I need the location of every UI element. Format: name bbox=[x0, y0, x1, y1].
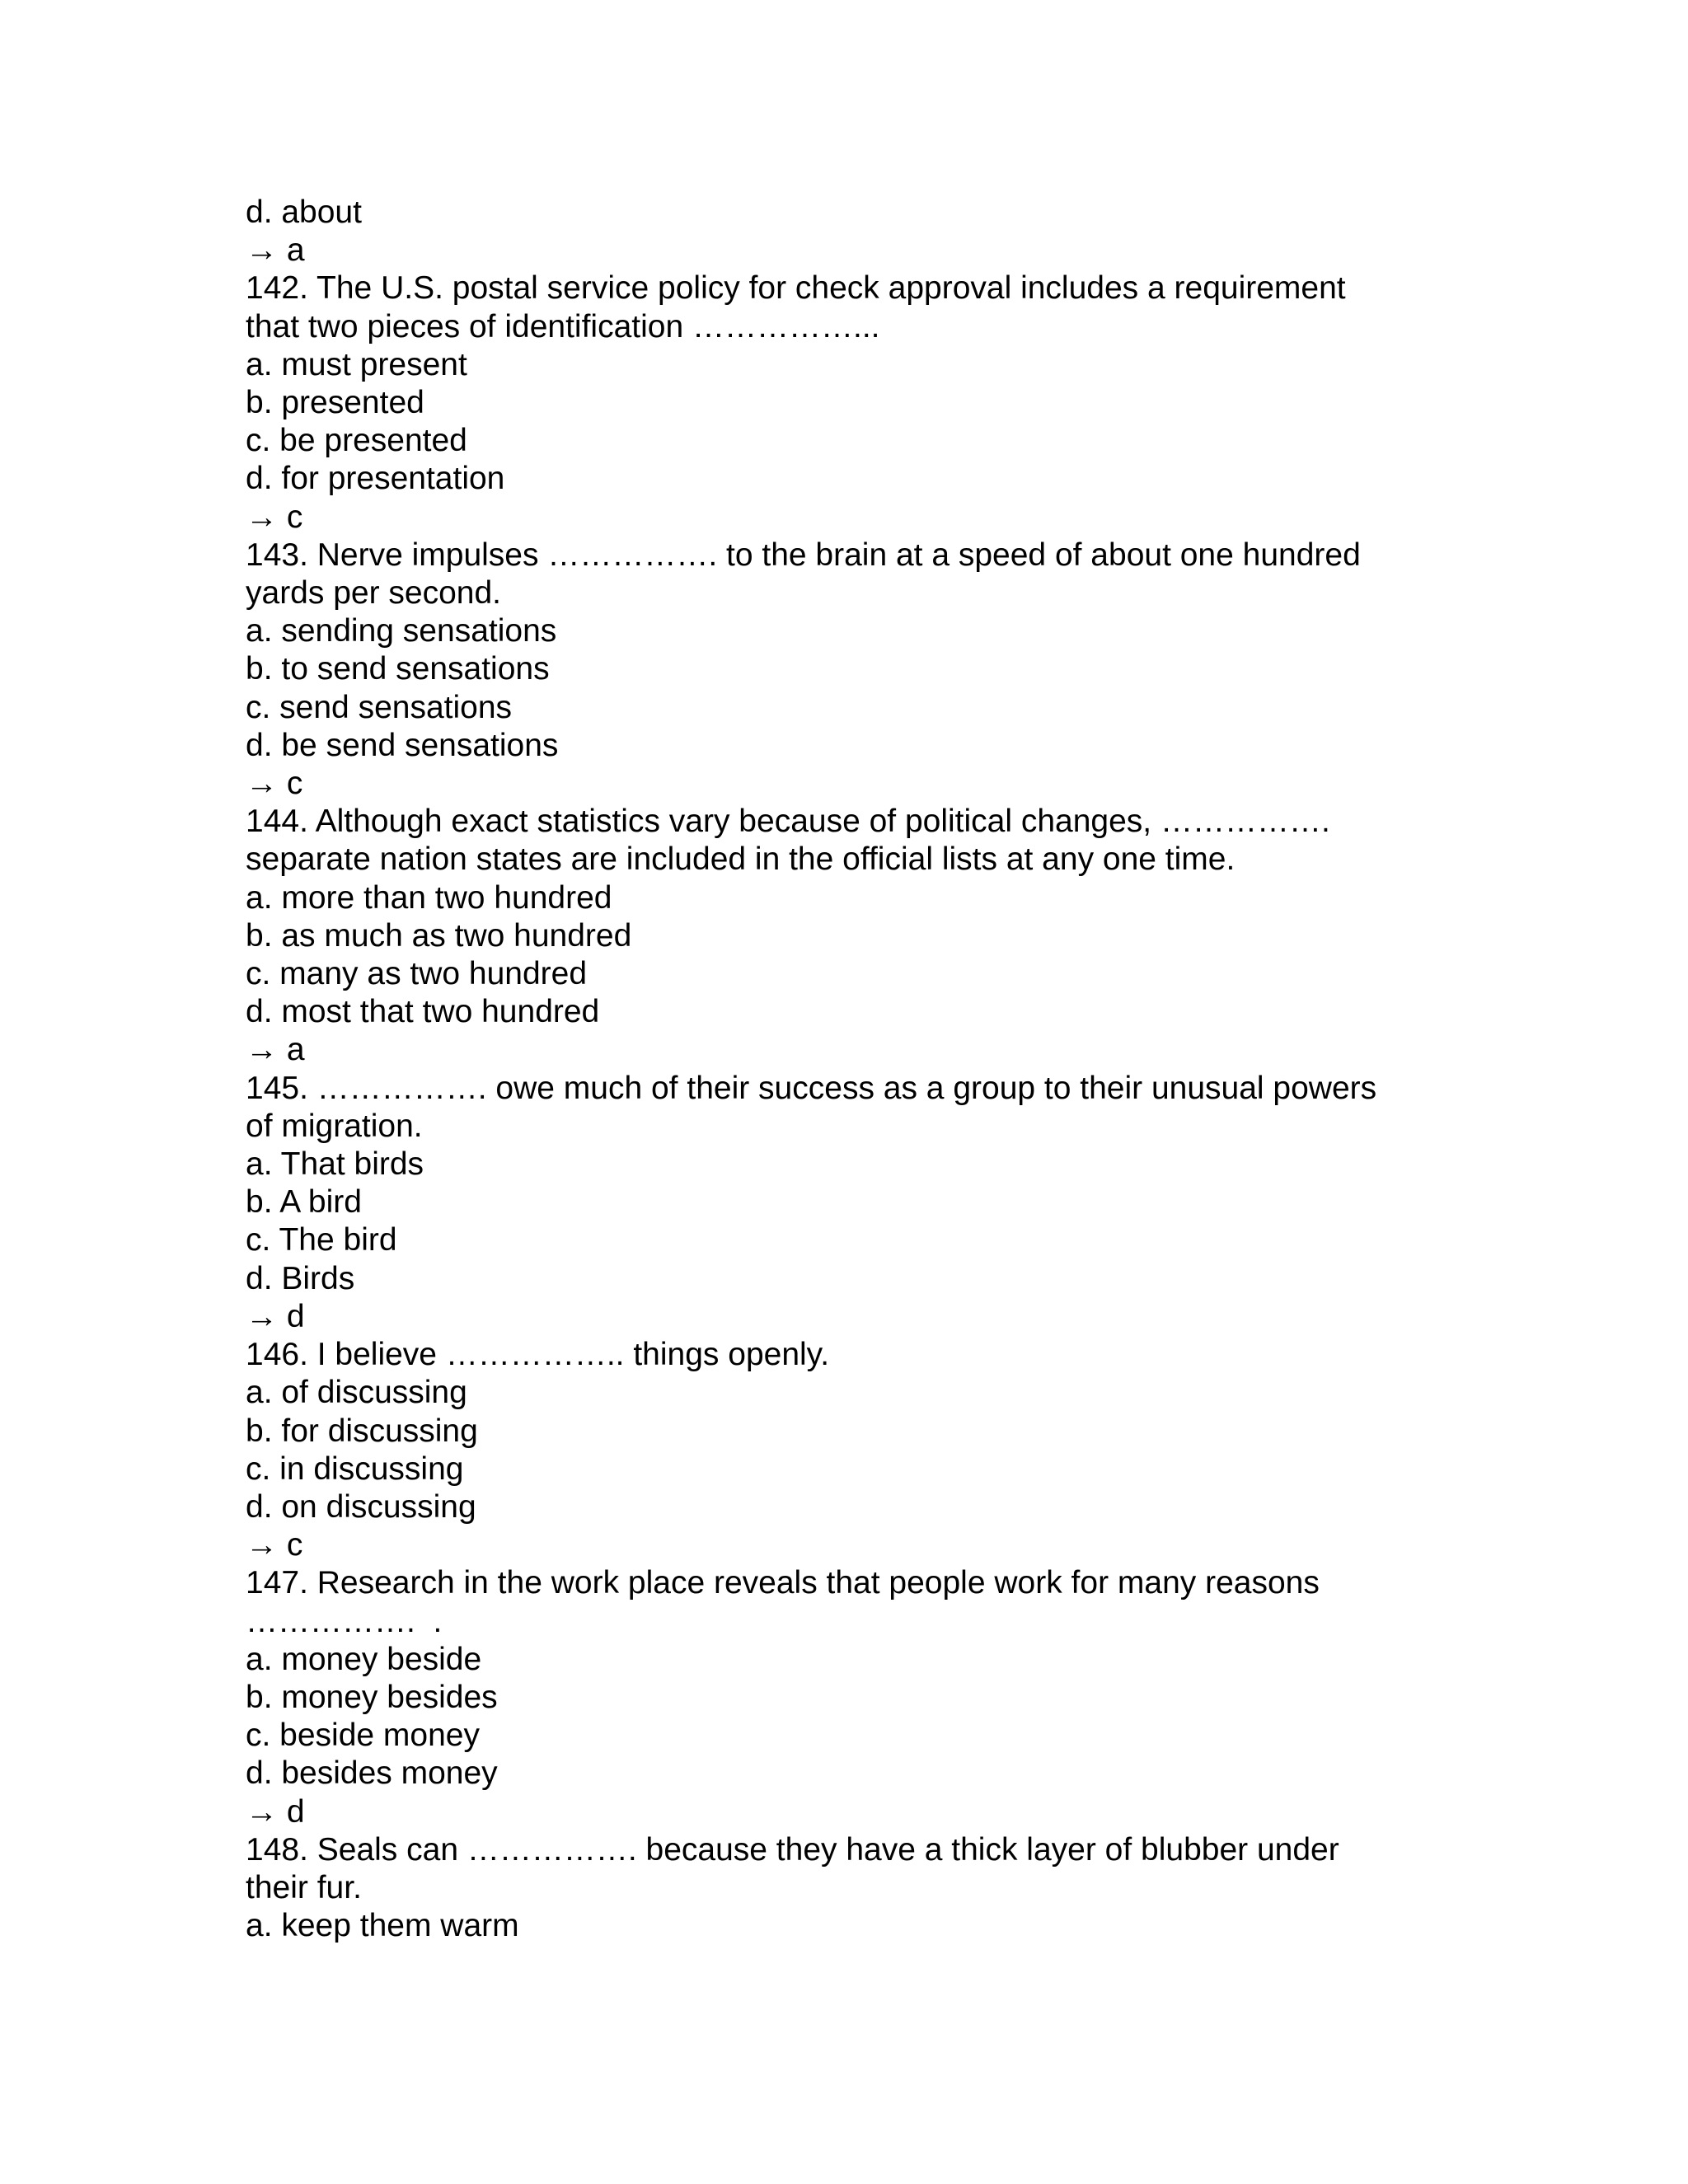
question-143-line: 143. Nerve impulses ……………. to the brain at a speed of about one hundred bbox=[246, 537, 1361, 573]
option-line: c. The bird bbox=[246, 1222, 397, 1258]
option-line: b. to send sensations bbox=[246, 651, 550, 687]
option-line: c. be presented bbox=[246, 423, 467, 459]
question-145-line: of migration. bbox=[246, 1108, 423, 1144]
question-147-line: ……………. . bbox=[246, 1603, 443, 1639]
option-line: a. must present bbox=[246, 346, 467, 382]
question-144-line: separate nation states are included in the official lists at any one time. bbox=[246, 841, 1236, 878]
option-line: b. presented bbox=[246, 385, 424, 421]
option-line: a. keep them warm bbox=[246, 1908, 519, 1944]
option-line: b. for discussing bbox=[246, 1413, 478, 1449]
option-line: a. more than two hundred bbox=[246, 879, 612, 916]
option-line: a. money beside bbox=[246, 1641, 482, 1677]
question-148-line: their fur. bbox=[246, 1869, 362, 1905]
option-line: d. on discussing bbox=[246, 1488, 476, 1525]
answer-line: → d bbox=[246, 1793, 305, 1830]
question-144-line: 144. Although exact statistics vary because of political changes, ……………. bbox=[246, 804, 1330, 840]
option-line: d. besides money bbox=[246, 1755, 498, 1792]
option-line: a. That birds bbox=[246, 1146, 424, 1183]
option-line: a. sending sensations bbox=[246, 613, 557, 649]
option-line: b. as much as two hundred bbox=[246, 917, 632, 954]
option-line: c. in discussing bbox=[246, 1451, 464, 1487]
option-line: d. about bbox=[246, 194, 362, 230]
option-line: d. Birds bbox=[246, 1260, 355, 1296]
answer-line: → c bbox=[246, 766, 303, 802]
answer-line: → c bbox=[246, 499, 303, 535]
answer-line: → c bbox=[246, 1527, 303, 1563]
option-line: b. A bird bbox=[246, 1184, 362, 1221]
option-line: b. money besides bbox=[246, 1679, 498, 1715]
question-148-line: 148. Seals can ……………. because they have a thick layer of blubber under bbox=[246, 1831, 1339, 1868]
question-142-line: 142. The U.S. postal service policy for check approval includes a requirement bbox=[246, 270, 1346, 307]
document-page bbox=[246, 194, 1416, 1945]
question-145-line: 145. ……………. owe much of their success as a group to their unusual powers bbox=[246, 1070, 1377, 1106]
option-line: c. send sensations bbox=[246, 689, 513, 725]
question-143-line: yards per second. bbox=[246, 575, 502, 612]
option-line: a. of discussing bbox=[246, 1375, 467, 1411]
question-142-line: that two pieces of identification ……………... bbox=[246, 308, 880, 344]
answer-line: → a bbox=[246, 1032, 305, 1068]
answer-line: → d bbox=[246, 1298, 305, 1334]
option-line: d. most that two hundred bbox=[246, 994, 600, 1030]
answer-line: → a bbox=[246, 232, 305, 269]
option-line: d. be send sensations bbox=[246, 727, 559, 763]
option-line: c. beside money bbox=[246, 1718, 480, 1754]
option-line: c. many as two hundred bbox=[246, 956, 588, 992]
option-line: d. for presentation bbox=[246, 461, 505, 497]
question-146-line: 146. I believe …………….. things openly. bbox=[246, 1337, 830, 1373]
question-147-line: 147. Research in the work place reveals that people work for many reasons bbox=[246, 1565, 1320, 1601]
